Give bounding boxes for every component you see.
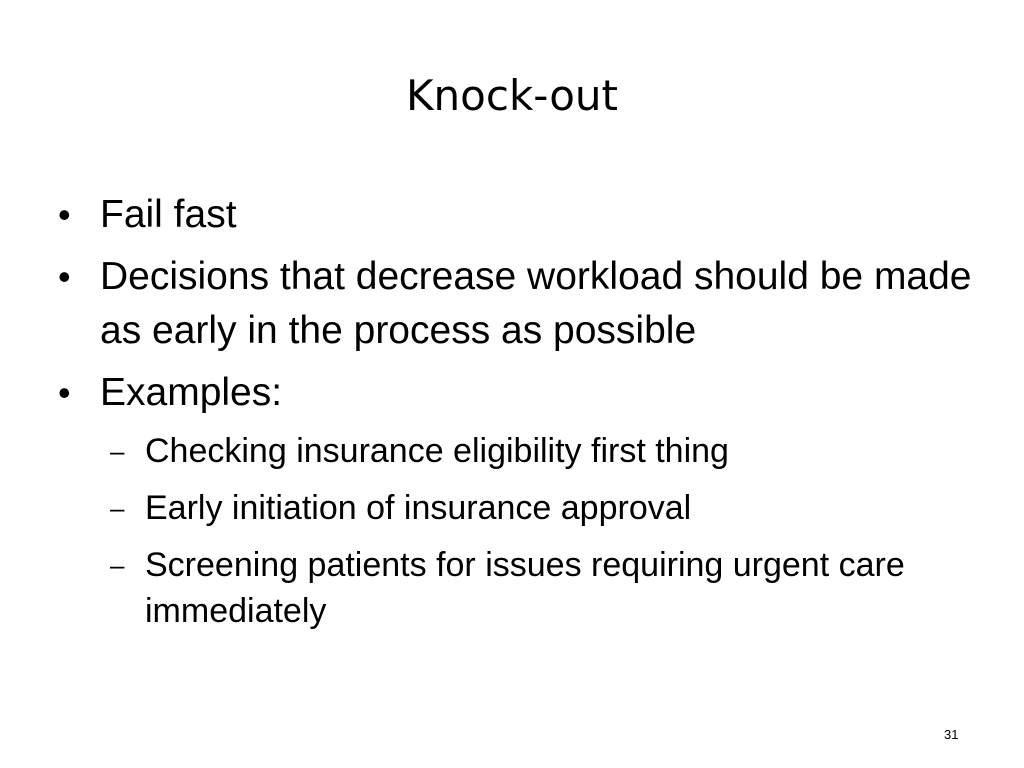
bullet-item-examples bbox=[55, 366, 975, 634]
bullet-list bbox=[55, 188, 975, 645]
bullet-marker-icon: • bbox=[58, 194, 71, 235]
bullet-item-fail-fast bbox=[55, 188, 975, 242]
bullet-marker-icon: • bbox=[58, 372, 71, 413]
page-number: 31 bbox=[944, 727, 959, 742]
bullet-text: Examples: bbox=[100, 371, 283, 414]
bullet-text: Decisions that decrease workload should be made as early in the process as possible bbox=[100, 255, 972, 352]
sub-bullet-list bbox=[100, 428, 975, 634]
dash-marker-icon: – bbox=[110, 436, 125, 466]
bullet-item-decisions bbox=[55, 250, 975, 358]
sub-bullet-text: Screening patients for issues requiring urgent care immediately bbox=[145, 546, 905, 630]
sub-bullet-item bbox=[100, 542, 975, 634]
sub-bullet-item bbox=[100, 485, 975, 531]
bullet-text: Fail fast bbox=[100, 193, 237, 236]
dash-marker-icon: – bbox=[110, 493, 125, 523]
sub-bullet-item bbox=[100, 428, 975, 474]
slide-title: Knock-out bbox=[406, 71, 618, 120]
sub-bullet-text: Early initiation of insurance approval bbox=[145, 489, 692, 527]
sub-bullet-text: Checking insurance eligibility first thing bbox=[145, 432, 729, 470]
bullet-marker-icon: • bbox=[58, 256, 71, 297]
dash-marker-icon: – bbox=[110, 550, 125, 580]
